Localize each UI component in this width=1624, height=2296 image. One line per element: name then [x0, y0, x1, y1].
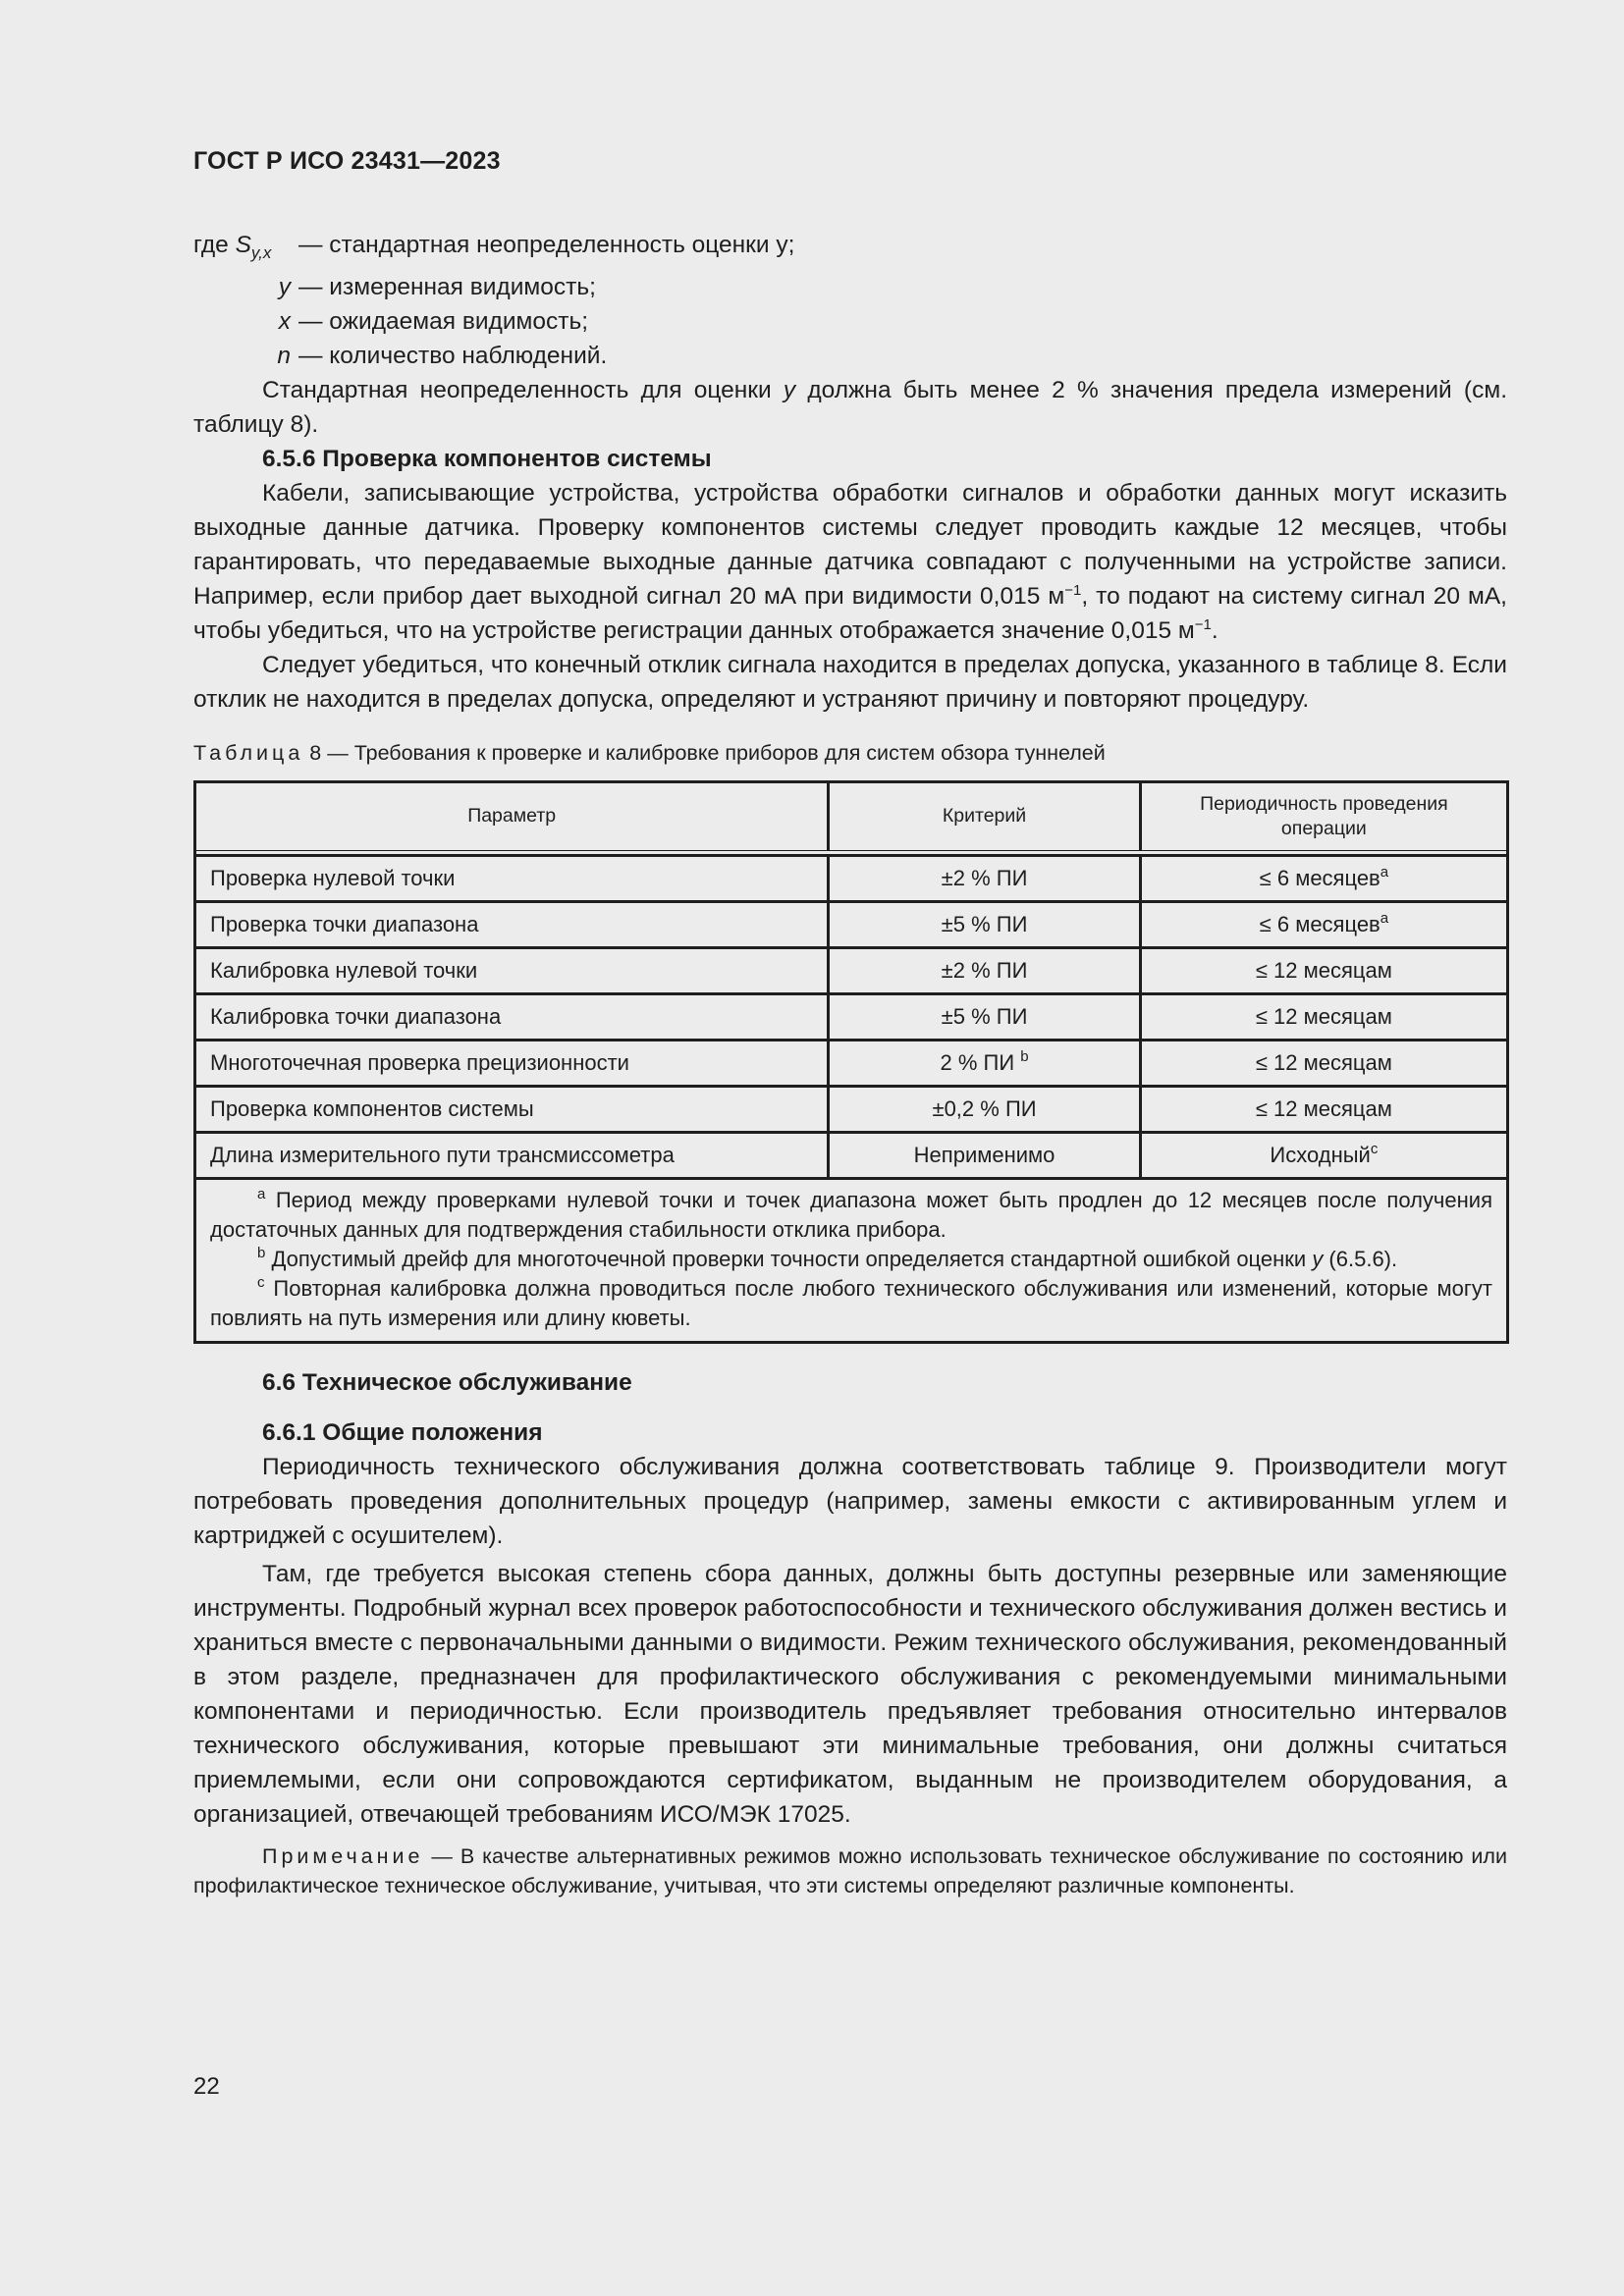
period-text: Исходный	[1270, 1142, 1371, 1167]
text-run: Стандартная неопределенность для оценки	[262, 376, 784, 403]
table-footnote-a	[210, 1186, 1492, 1245]
table-row	[195, 947, 1508, 993]
criterion-text: 2 % ПИ	[940, 1049, 1021, 1075]
table-row	[195, 1040, 1508, 1086]
definition-symbol	[193, 270, 291, 304]
cell-parameter: Калибровка нулевой точки	[195, 947, 829, 993]
table-footnote-c	[210, 1274, 1492, 1333]
criterion-text: Неприменимо	[913, 1142, 1056, 1167]
maintenance-periodicity-paragraph: Периодичность технического обслуживания должна соответствовать таблице 9. Производители могут потребовать проведения дополнительных процедур (например, замены емкости с активированным углем и картриджей с осушителем).	[193, 1453, 1507, 1549]
period-text: ≤ 6 месяцев	[1259, 865, 1380, 890]
cell-criterion	[829, 1086, 1140, 1132]
table-footnotes-row	[195, 1178, 1508, 1342]
definition-text: — стандартная неопределенность оценки у;	[298, 232, 795, 258]
footnote-mark: c	[257, 1273, 265, 1291]
definition-text: — количество наблюдений.	[298, 342, 608, 369]
document-header: ГОСТ Р ИСО 23431—2023	[193, 147, 501, 175]
symbol-subscript: y,x	[250, 242, 272, 262]
superscript: −1	[1194, 615, 1212, 633]
footnote-text: Повторная калибровка должна проводиться после любого технического обслуживания или изменений, которые могут повлиять на путь измерения или длину кюветы.	[210, 1275, 1492, 1330]
maintenance-requirements-paragraph: Там, где требуется высокая степень сбора данных, должны быть доступны резервные или заменяющие инструменты. Подробный журнал всех проверок работоспособности и технического обслуживания должен вестись и храниться вместе с первоначальными данными о видимости. Режим технического обслуживания, рекомендованный в этом разделе, предназначен для профилактического обслуживания с рекомендуемыми минимальными компонентами и периодичностью. Если производитель предъявляет требования относительно интервалов технического обслуживания, которые превышают эти минимальные требования, они должны считаться приемлемыми, если они сопровождаются сертификатом, выданным не производителем оборудования, а организацией, отвечающей требованиям ИСО/МЭК 17025.	[193, 1560, 1507, 1828]
period-text: ≤ 6 месяцев	[1259, 911, 1380, 936]
cell-period	[1140, 993, 1507, 1040]
footnote-mark: a	[1380, 909, 1389, 927]
cell-period	[1140, 901, 1507, 947]
cell-period	[1140, 1132, 1507, 1178]
note-text: — В качестве альтернативных режимов можно использовать техническое обслуживание по состоянию или профилактическое техническое обслуживание, учитывая, что эти системы определяют различные компоненты.	[193, 1843, 1507, 1897]
column-header-criterion: Критерий	[829, 781, 1140, 850]
cell-period	[1140, 855, 1507, 901]
cell-criterion	[829, 947, 1140, 993]
footnote-mark: a	[257, 1185, 266, 1202]
table-row	[195, 1132, 1508, 1178]
table-row	[195, 993, 1508, 1040]
requirements-table	[193, 780, 1509, 1344]
definition-symbol	[193, 304, 291, 339]
cell-criterion	[829, 993, 1140, 1040]
period-text: ≤ 12 месяцам	[1255, 1095, 1392, 1121]
cell-criterion	[829, 1132, 1140, 1178]
cell-criterion	[829, 901, 1140, 947]
cell-period	[1140, 1086, 1507, 1132]
footnote-text: (6.5.6).	[1323, 1246, 1398, 1271]
definition-row	[193, 228, 1507, 270]
table-caption	[193, 738, 1507, 768]
caption-text: 8 — Требования к проверке и калибровке приборов для систем обзора туннелей	[303, 740, 1106, 765]
section-heading-6-6: 6.6 Техническое обслуживание	[262, 1368, 632, 1396]
cell-parameter: Проверка точки диапазона	[195, 901, 829, 947]
uncertainty-paragraph	[193, 373, 1507, 442]
text-run: .	[1211, 616, 1218, 644]
tolerance-paragraph: Следует убедиться, что конечный отклик сигнала находится в пределах допуска, указанного в таблице 8. Если отклик не находится в пределах допуска, определяют и устраняют причину и повторяют процедуру.	[193, 651, 1507, 713]
definition-intro: где	[193, 232, 229, 258]
cell-parameter: Многоточечная проверка прецизионности	[195, 1040, 829, 1086]
section-heading-6-6-1: 6.6.1 Общие положения	[262, 1418, 543, 1446]
symbol: x	[278, 307, 291, 335]
table-header-row	[195, 781, 1508, 850]
cell-criterion	[829, 1040, 1140, 1086]
table-footnotes	[195, 1178, 1508, 1342]
period-text: ≤ 12 месяцам	[1255, 1003, 1392, 1029]
definition-text: — ожидаемая видимость;	[298, 307, 589, 335]
footnote-text: Допустимый дрейф для многоточечной проверки точности определяется стандартной ошибкой оценки	[265, 1246, 1313, 1271]
cell-parameter: Калибровка точки диапазона	[195, 993, 829, 1040]
period-text: ≤ 12 месяцам	[1255, 957, 1392, 983]
superscript: −1	[1064, 581, 1082, 599]
table-footnote-b	[210, 1245, 1492, 1274]
text-run: , то подают на систему сигнал 20 мА, чтобы убедиться, что на устройстве регистрации данных отображается значение 0,015 м	[193, 582, 1507, 644]
note-paragraph	[193, 1842, 1507, 1900]
cell-period	[1140, 1040, 1507, 1086]
variable: y	[1312, 1246, 1324, 1271]
criterion-text: ±5 % ПИ	[941, 911, 1028, 936]
note-label: Примечание	[262, 1843, 424, 1868]
column-header-parameter: Параметр	[195, 781, 829, 850]
system-check-paragraph	[193, 476, 1507, 648]
caption-label: Таблица	[193, 740, 304, 765]
definition-symbol	[193, 228, 291, 270]
criterion-text: ±5 % ПИ	[941, 1003, 1028, 1029]
definition-row	[193, 304, 1507, 339]
definition-row	[193, 270, 1507, 304]
definition-symbol	[193, 339, 291, 373]
cell-criterion	[829, 855, 1140, 901]
table-row	[195, 855, 1508, 901]
section-heading-6-5-6: 6.5.6 Проверка компонентов системы	[262, 445, 712, 472]
symbol: y	[278, 273, 291, 300]
definition-row	[193, 339, 1507, 373]
variable-definitions	[193, 228, 1507, 373]
cell-period	[1140, 947, 1507, 993]
cell-parameter: Проверка компонентов системы	[195, 1086, 829, 1132]
footnote-mark: b	[257, 1244, 266, 1261]
definition-text: — измеренная видимость;	[298, 273, 596, 300]
column-header-period: Периодичность проведения операции	[1140, 781, 1507, 850]
criterion-text: ±2 % ПИ	[941, 957, 1028, 983]
criterion-text: ±2 % ПИ	[941, 865, 1028, 890]
page-number: 22	[193, 2073, 220, 2100]
text-run: должна быть менее 2 % значения предела измерений (см. таблицу 8).	[193, 376, 1507, 438]
period-text: ≤ 12 месяцам	[1255, 1049, 1392, 1075]
table-row	[195, 901, 1508, 947]
table-row	[195, 1086, 1508, 1132]
cell-parameter: Длина измерительного пути трансмиссометра	[195, 1132, 829, 1178]
text-run: Кабели, записывающие устройства, устройства обработки сигналов и обработки данных могут исказить выходные данные датчика. Проверку компонентов системы следует проводить каждые 12 месяцев, чтобы гарантировать, что передаваемые выходные данные датчика совпадают с полученными на устройстве записи. Например, если прибор дает выходной сигнал 20 мА при видимости 0,015 м	[193, 479, 1507, 610]
footnote-mark: a	[1380, 863, 1389, 881]
footnote-text: Период между проверками нулевой точки и точек диапазона может быть продлен до 12 месяцев после получения достаточных данных для подтверждения стабильности отклика прибора.	[210, 1187, 1492, 1242]
cell-parameter: Проверка нулевой точки	[195, 855, 829, 901]
criterion-text: ±0,2 % ПИ	[932, 1095, 1037, 1121]
footnote-mark: b	[1020, 1047, 1029, 1065]
footnote-mark: c	[1370, 1140, 1379, 1157]
symbol: n	[277, 342, 291, 369]
variable: y	[783, 376, 796, 403]
page-content	[193, 228, 1507, 1900]
symbol: S	[235, 232, 251, 258]
